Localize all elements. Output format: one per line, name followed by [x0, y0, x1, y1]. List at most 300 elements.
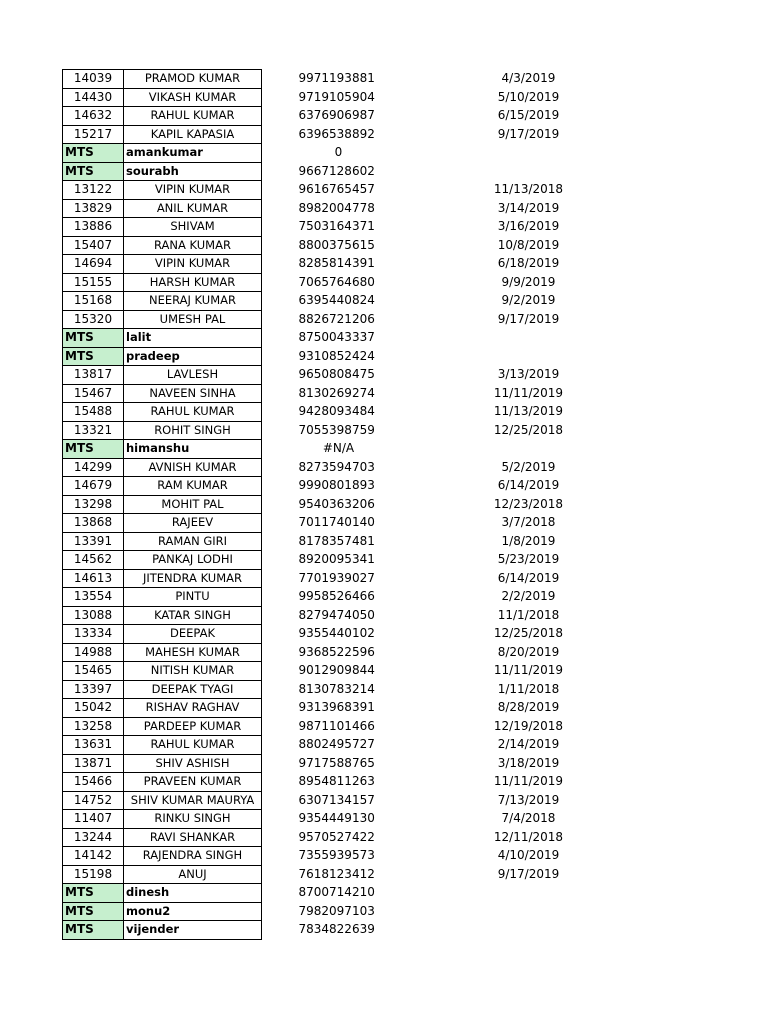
phone-cell[interactable]: 7618123412: [298, 866, 375, 881]
employee-row: [63, 273, 579, 292]
employee-id-cell[interactable]: 15466: [63, 773, 124, 792]
employee-id-cell[interactable]: 13554: [63, 588, 124, 607]
employee-name-cell[interactable]: pradeep: [124, 347, 262, 366]
empty-cell[interactable]: [262, 70, 299, 89]
employee-name-cell[interactable]: PINTU: [124, 588, 262, 607]
employee-id-cell[interactable]: 14679: [63, 477, 124, 496]
employee-name-cell[interactable]: KAPIL KAPASIA: [124, 125, 262, 144]
date-cell[interactable]: [479, 902, 579, 921]
phone-cell[interactable]: 9570527422: [298, 829, 375, 844]
phone-cell[interactable]: 8700714210: [298, 885, 375, 900]
employee-name-cell[interactable]: VIKASH KUMAR: [124, 88, 262, 107]
employee-name-cell[interactable]: KATAR SINGH: [124, 606, 262, 625]
phone-cell[interactable]: 9616765457: [298, 182, 375, 197]
empty-cell[interactable]: [379, 236, 479, 255]
employee-id-cell[interactable]: 13871: [63, 754, 124, 773]
employee-name-cell[interactable]: ANIL KUMAR: [124, 199, 262, 218]
date-cell[interactable]: 11/13/2018: [493, 182, 564, 197]
phone-cell[interactable]: 9650808475: [298, 367, 375, 382]
employee-name-cell[interactable]: RAHUL KUMAR: [124, 107, 262, 126]
phone-cell[interactable]: 9355440102: [298, 626, 375, 641]
empty-cell[interactable]: [262, 865, 299, 884]
employee-id-cell[interactable]: 13817: [63, 366, 124, 385]
phone-cell[interactable]: 7065764680: [298, 274, 375, 289]
empty-cell[interactable]: [262, 88, 299, 107]
empty-cell[interactable]: [262, 847, 299, 866]
empty-cell[interactable]: [379, 310, 479, 329]
employee-row: [63, 384, 579, 403]
empty-cell[interactable]: [262, 532, 299, 551]
employee-id-cell[interactable]: 15465: [63, 662, 124, 681]
phone-cell[interactable]: 9717588765: [298, 755, 375, 770]
date-cell[interactable]: 5/10/2019: [497, 89, 560, 104]
employee-name-cell[interactable]: VIPIN KUMAR: [124, 181, 262, 200]
employee-name-cell[interactable]: JITENDRA KUMAR: [124, 569, 262, 588]
mts-row: [63, 162, 579, 181]
empty-cell[interactable]: [379, 736, 479, 755]
employee-id-cell[interactable]: 14562: [63, 551, 124, 570]
employee-name-cell[interactable]: himanshu: [124, 440, 262, 459]
employee-id-cell[interactable]: 15320: [63, 310, 124, 329]
empty-cell[interactable]: [262, 828, 299, 847]
empty-cell[interactable]: [379, 884, 479, 903]
employee-row: [63, 717, 579, 736]
employee-id-cell[interactable]: 14632: [63, 107, 124, 126]
phone-cell[interactable]: 9667128602: [298, 163, 375, 178]
employee-name-cell[interactable]: LAVLESH: [124, 366, 262, 385]
employee-name-cell[interactable]: PRAVEEN KUMAR: [124, 773, 262, 792]
employee-name-cell[interactable]: NAVEEN SINHA: [124, 384, 262, 403]
employee-name-cell[interactable]: vijender: [124, 921, 262, 940]
empty-cell[interactable]: [262, 921, 299, 940]
date-cell[interactable]: 9/17/2019: [497, 126, 560, 141]
phone-cell[interactable]: 6395440824: [298, 293, 375, 308]
employee-id-cell[interactable]: 13631: [63, 736, 124, 755]
empty-cell[interactable]: [379, 717, 479, 736]
employee-name-cell[interactable]: HARSH KUMAR: [124, 273, 262, 292]
date-cell[interactable]: 7/13/2019: [497, 792, 560, 807]
phone-cell[interactable]: 9310852424: [298, 348, 375, 363]
employee-name-cell[interactable]: NEERAJ KUMAR: [124, 292, 262, 311]
employee-name-cell[interactable]: PANKAJ LODHI: [124, 551, 262, 570]
date-cell[interactable]: 11/1/2018: [497, 607, 560, 622]
empty-cell[interactable]: [262, 810, 299, 829]
employee-name-cell[interactable]: SHIV KUMAR MAURYA: [124, 791, 262, 810]
employee-name-cell[interactable]: sourabh: [124, 162, 262, 181]
date-cell[interactable]: [479, 162, 579, 181]
empty-cell[interactable]: [262, 477, 299, 496]
employee-id-cell[interactable]: 13397: [63, 680, 124, 699]
phone-cell[interactable]: 9871101466: [298, 718, 375, 733]
phone-cell[interactable]: 8178357481: [298, 533, 375, 548]
phone-cell[interactable]: 6376906987: [298, 108, 375, 123]
phone-cell[interactable]: 9971193881: [298, 71, 375, 86]
date-cell[interactable]: 6/18/2019: [497, 256, 560, 271]
date-cell[interactable]: 5/23/2019: [497, 552, 560, 567]
employee-id-cell[interactable]: 15155: [63, 273, 124, 292]
employee-id-cell[interactable]: MTS: [63, 144, 124, 163]
employee-id-cell[interactable]: 14613: [63, 569, 124, 588]
employee-row: [63, 791, 579, 810]
phone-cell[interactable]: 9313968391: [298, 700, 375, 715]
employee-id-cell[interactable]: 14299: [63, 458, 124, 477]
date-cell[interactable]: 12/25/2018: [493, 626, 564, 641]
employee-row: [63, 736, 579, 755]
phone-cell[interactable]: 9719105904: [298, 89, 375, 104]
empty-cell[interactable]: [262, 717, 299, 736]
phone-cell[interactable]: 0: [334, 145, 343, 160]
phone-cell[interactable]: 8802495727: [298, 737, 375, 752]
employee-id-cell[interactable]: 13868: [63, 514, 124, 533]
phone-cell[interactable]: 9354449130: [298, 811, 375, 826]
empty-cell[interactable]: [262, 606, 299, 625]
empty-cell[interactable]: [262, 384, 299, 403]
empty-cell[interactable]: [262, 551, 299, 570]
empty-cell[interactable]: [379, 643, 479, 662]
employee-name-cell[interactable]: AVNISH KUMAR: [124, 458, 262, 477]
empty-cell[interactable]: [262, 514, 299, 533]
empty-cell[interactable]: [262, 754, 299, 773]
empty-cell[interactable]: [379, 107, 479, 126]
employee-row: [63, 551, 579, 570]
empty-cell[interactable]: [262, 495, 299, 514]
employee-row: [63, 458, 579, 477]
empty-cell[interactable]: [262, 902, 299, 921]
phone-cell[interactable]: #N/A: [322, 441, 355, 456]
date-cell[interactable]: 6/14/2019: [497, 570, 560, 585]
empty-cell[interactable]: [379, 773, 479, 792]
date-cell[interactable]: 9/17/2019: [497, 866, 560, 881]
date-cell[interactable]: 11/13/2019: [493, 404, 564, 419]
employee-name-cell[interactable]: ANUJ: [124, 865, 262, 884]
empty-cell[interactable]: [262, 366, 299, 385]
employee-id-cell[interactable]: 15168: [63, 292, 124, 311]
employee-id-cell[interactable]: 13391: [63, 532, 124, 551]
employee-id-cell[interactable]: 15217: [63, 125, 124, 144]
employee-id-cell[interactable]: 14694: [63, 255, 124, 274]
phone-cell[interactable]: 8285814391: [298, 256, 375, 271]
employee-name-cell[interactable]: RANA KUMAR: [124, 236, 262, 255]
employee-id-cell[interactable]: MTS: [63, 902, 124, 921]
phone-cell[interactable]: 8130783214: [298, 681, 375, 696]
employee-name-cell[interactable]: RAMAN GIRI: [124, 532, 262, 551]
employee-name-cell[interactable]: DEEPAK: [124, 625, 262, 644]
empty-cell[interactable]: [379, 865, 479, 884]
empty-cell[interactable]: [262, 255, 299, 274]
employee-id-cell[interactable]: 14142: [63, 847, 124, 866]
empty-cell[interactable]: [379, 347, 479, 366]
date-cell[interactable]: [479, 921, 579, 940]
empty-cell[interactable]: [379, 902, 479, 921]
empty-cell[interactable]: [379, 699, 479, 718]
employee-name-cell[interactable]: NITISH KUMAR: [124, 662, 262, 681]
empty-cell[interactable]: [262, 736, 299, 755]
employee-name-cell[interactable]: RAHUL KUMAR: [124, 403, 262, 422]
empty-cell[interactable]: [262, 125, 299, 144]
empty-cell[interactable]: [262, 884, 299, 903]
phone-cell[interactable]: 9540363206: [298, 496, 375, 511]
employee-id-cell[interactable]: 14752: [63, 791, 124, 810]
employee-row: [63, 125, 579, 144]
employee-id-cell[interactable]: 13122: [63, 181, 124, 200]
employee-id-cell[interactable]: 15198: [63, 865, 124, 884]
employee-name-cell[interactable]: SHIVAM: [124, 218, 262, 237]
empty-cell[interactable]: [379, 662, 479, 681]
date-cell[interactable]: 2/2/2019: [501, 589, 556, 604]
date-cell[interactable]: 9/2/2019: [501, 293, 556, 308]
empty-cell[interactable]: [379, 218, 479, 237]
empty-cell[interactable]: [262, 181, 299, 200]
empty-cell[interactable]: [379, 292, 479, 311]
empty-cell[interactable]: [379, 588, 479, 607]
empty-cell[interactable]: [262, 144, 299, 163]
phone-cell[interactable]: 8826721206: [298, 311, 375, 326]
employee-name-cell[interactable]: monu2: [124, 902, 262, 921]
date-cell[interactable]: 1/8/2019: [501, 533, 556, 548]
empty-cell[interactable]: [379, 810, 479, 829]
phone-cell[interactable]: 8800375615: [298, 237, 375, 252]
employee-id-cell[interactable]: 15488: [63, 403, 124, 422]
employee-name-cell[interactable]: RAHUL KUMAR: [124, 736, 262, 755]
employee-id-cell[interactable]: MTS: [63, 162, 124, 181]
empty-cell[interactable]: [262, 569, 299, 588]
date-cell[interactable]: 12/25/2018: [493, 422, 564, 437]
date-cell[interactable]: [479, 347, 579, 366]
employee-name-cell[interactable]: MAHESH KUMAR: [124, 643, 262, 662]
employee-name-cell[interactable]: PARDEEP KUMAR: [124, 717, 262, 736]
empty-cell[interactable]: [262, 329, 299, 348]
empty-cell[interactable]: [262, 236, 299, 255]
phone-cell[interactable]: 8920095341: [298, 552, 375, 567]
phone-cell[interactable]: 7355939573: [298, 848, 375, 863]
date-cell[interactable]: 3/18/2019: [497, 755, 560, 770]
empty-cell[interactable]: [379, 181, 479, 200]
date-cell[interactable]: 9/9/2019: [501, 274, 556, 289]
employee-name-cell[interactable]: dinesh: [124, 884, 262, 903]
employee-id-cell[interactable]: 13886: [63, 218, 124, 237]
employee-row: [63, 366, 579, 385]
empty-cell[interactable]: [379, 329, 479, 348]
phone-cell[interactable]: 9012909844: [298, 663, 375, 678]
employee-id-cell[interactable]: 15042: [63, 699, 124, 718]
employee-row: [63, 699, 579, 718]
date-cell[interactable]: 6/14/2019: [497, 478, 560, 493]
employee-id-cell[interactable]: 11407: [63, 810, 124, 829]
employee-name-cell[interactable]: amankumar: [124, 144, 262, 163]
phone-cell[interactable]: 7011740140: [298, 515, 375, 530]
empty-cell[interactable]: [379, 403, 479, 422]
employee-id-cell[interactable]: 14988: [63, 643, 124, 662]
date-cell[interactable]: 12/19/2018: [493, 718, 564, 733]
empty-cell[interactable]: [262, 107, 299, 126]
empty-cell[interactable]: [262, 773, 299, 792]
empty-cell[interactable]: [262, 625, 299, 644]
employee-row: [63, 292, 579, 311]
date-cell[interactable]: [479, 329, 579, 348]
empty-cell[interactable]: [379, 458, 479, 477]
empty-cell[interactable]: [262, 273, 299, 292]
empty-cell[interactable]: [379, 532, 479, 551]
empty-cell[interactable]: [379, 625, 479, 644]
date-cell[interactable]: 8/20/2019: [497, 644, 560, 659]
phone-cell[interactable]: 9428093484: [298, 404, 375, 419]
date-cell[interactable]: [479, 144, 579, 163]
employee-id-cell[interactable]: 13298: [63, 495, 124, 514]
employee-id-cell[interactable]: MTS: [63, 347, 124, 366]
employee-name-cell[interactable]: SHIV ASHISH: [124, 754, 262, 773]
employee-row: [63, 310, 579, 329]
empty-cell[interactable]: [262, 218, 299, 237]
date-cell[interactable]: 7/4/2018: [501, 811, 556, 826]
employee-id-cell[interactable]: 13244: [63, 828, 124, 847]
date-cell[interactable]: 5/2/2019: [501, 459, 556, 474]
date-cell[interactable]: 11/11/2019: [493, 385, 564, 400]
empty-cell[interactable]: [379, 88, 479, 107]
phone-cell[interactable]: 8130269274: [298, 385, 375, 400]
empty-cell[interactable]: [262, 347, 299, 366]
empty-cell[interactable]: [379, 847, 479, 866]
empty-cell[interactable]: [379, 551, 479, 570]
phone-cell[interactable]: 7701939027: [298, 570, 375, 585]
empty-cell[interactable]: [262, 199, 299, 218]
phone-cell[interactable]: 8750043337: [298, 330, 375, 345]
empty-cell[interactable]: [379, 144, 479, 163]
date-cell[interactable]: 3/16/2019: [497, 219, 560, 234]
employee-id-cell[interactable]: 13321: [63, 421, 124, 440]
mts-row: [63, 884, 579, 903]
employee-id-cell[interactable]: MTS: [63, 440, 124, 459]
employee-name-cell[interactable]: MOHIT PAL: [124, 495, 262, 514]
date-cell[interactable]: 11/11/2019: [493, 663, 564, 678]
date-cell[interactable]: 2/14/2019: [497, 737, 560, 752]
empty-cell[interactable]: [262, 791, 299, 810]
date-cell[interactable]: [479, 440, 579, 459]
employee-name-cell[interactable]: RINKU SINGH: [124, 810, 262, 829]
empty-cell[interactable]: [262, 162, 299, 181]
empty-cell[interactable]: [379, 495, 479, 514]
date-cell[interactable]: [479, 884, 579, 903]
phone-cell[interactable]: 9958526466: [298, 589, 375, 604]
phone-cell[interactable]: 8279474050: [298, 607, 375, 622]
empty-cell[interactable]: [379, 791, 479, 810]
empty-cell[interactable]: [262, 588, 299, 607]
date-cell[interactable]: 1/11/2018: [497, 681, 560, 696]
phone-cell[interactable]: 7503164371: [298, 219, 375, 234]
employee-name-cell[interactable]: DEEPAK TYAGI: [124, 680, 262, 699]
employee-row: [63, 810, 579, 829]
employee-id-cell[interactable]: MTS: [63, 329, 124, 348]
phone-cell[interactable]: 8982004778: [298, 200, 375, 215]
employee-name-cell[interactable]: RAM KUMAR: [124, 477, 262, 496]
empty-cell[interactable]: [379, 70, 479, 89]
empty-cell[interactable]: [379, 384, 479, 403]
phone-cell[interactable]: 7982097103: [298, 903, 375, 918]
phone-cell[interactable]: 7055398759: [298, 422, 375, 437]
empty-cell[interactable]: [379, 680, 479, 699]
date-cell[interactable]: 12/11/2018: [493, 829, 564, 844]
employee-name-cell[interactable]: RAJEEV: [124, 514, 262, 533]
employee-name-cell[interactable]: ROHIT SINGH: [124, 421, 262, 440]
empty-cell[interactable]: [379, 273, 479, 292]
empty-cell[interactable]: [379, 606, 479, 625]
empty-cell[interactable]: [379, 162, 479, 181]
empty-cell[interactable]: [379, 477, 479, 496]
employee-name-cell[interactable]: PRAMOD KUMAR: [124, 70, 262, 89]
date-cell[interactable]: 8/28/2019: [497, 700, 560, 715]
employee-id-cell[interactable]: 13258: [63, 717, 124, 736]
empty-cell[interactable]: [262, 403, 299, 422]
empty-cell[interactable]: [262, 662, 299, 681]
employee-name-cell[interactable]: RISHAV RAGHAV: [124, 699, 262, 718]
empty-cell[interactable]: [262, 440, 299, 459]
date-cell[interactable]: 4/10/2019: [497, 848, 560, 863]
empty-cell[interactable]: [379, 421, 479, 440]
empty-cell[interactable]: [262, 699, 299, 718]
employee-id-cell[interactable]: MTS: [63, 921, 124, 940]
date-cell[interactable]: 3/13/2019: [497, 367, 560, 382]
phone-cell[interactable]: 7834822639: [298, 922, 375, 937]
empty-cell[interactable]: [379, 255, 479, 274]
date-cell[interactable]: 3/14/2019: [497, 200, 560, 215]
employee-row: [63, 606, 579, 625]
phone-cell[interactable]: 8273594703: [298, 459, 375, 474]
empty-cell[interactable]: [379, 366, 479, 385]
date-cell[interactable]: 6/15/2019: [497, 108, 560, 123]
phone-cell[interactable]: 6396538892: [298, 126, 375, 141]
empty-cell[interactable]: [262, 680, 299, 699]
phone-cell[interactable]: 9990801893: [298, 478, 375, 493]
employee-id-cell[interactable]: 13334: [63, 625, 124, 644]
empty-cell[interactable]: [379, 440, 479, 459]
phone-cell[interactable]: 8954811263: [298, 774, 375, 789]
employee-id-cell[interactable]: 13088: [63, 606, 124, 625]
employee-id-cell[interactable]: 15407: [63, 236, 124, 255]
employee-id-cell[interactable]: 15467: [63, 384, 124, 403]
date-cell[interactable]: 12/23/2018: [493, 496, 564, 511]
date-cell[interactable]: 11/11/2019: [493, 774, 564, 789]
employee-id-cell[interactable]: 13829: [63, 199, 124, 218]
employee-name-cell[interactable]: RAVI SHANKAR: [124, 828, 262, 847]
empty-cell[interactable]: [379, 199, 479, 218]
empty-cell[interactable]: [379, 125, 479, 144]
empty-cell[interactable]: [379, 921, 479, 940]
phone-cell[interactable]: 9368522596: [298, 644, 375, 659]
empty-cell[interactable]: [262, 643, 299, 662]
empty-cell[interactable]: [262, 458, 299, 477]
date-cell[interactable]: 9/17/2019: [497, 311, 560, 326]
mts-row: [63, 921, 579, 940]
employee-name-cell[interactable]: VIPIN KUMAR: [124, 255, 262, 274]
empty-cell[interactable]: [262, 292, 299, 311]
employee-id-cell[interactable]: 14430: [63, 88, 124, 107]
date-cell[interactable]: 3/7/2018: [501, 515, 556, 530]
phone-cell[interactable]: 6307134157: [298, 792, 375, 807]
employee-row: [63, 643, 579, 662]
empty-cell[interactable]: [379, 514, 479, 533]
employee-name-cell[interactable]: lalit: [124, 329, 262, 348]
employee-id-cell[interactable]: MTS: [63, 884, 124, 903]
date-cell[interactable]: 10/8/2019: [497, 237, 560, 252]
empty-cell[interactable]: [262, 310, 299, 329]
empty-cell[interactable]: [262, 421, 299, 440]
employee-id-cell[interactable]: 14039: [63, 70, 124, 89]
employee-name-cell[interactable]: UMESH PAL: [124, 310, 262, 329]
empty-cell[interactable]: [379, 754, 479, 773]
employee-name-cell[interactable]: RAJENDRA SINGH: [124, 847, 262, 866]
date-cell[interactable]: 4/3/2019: [501, 71, 556, 86]
empty-cell[interactable]: [379, 569, 479, 588]
empty-cell[interactable]: [379, 828, 479, 847]
